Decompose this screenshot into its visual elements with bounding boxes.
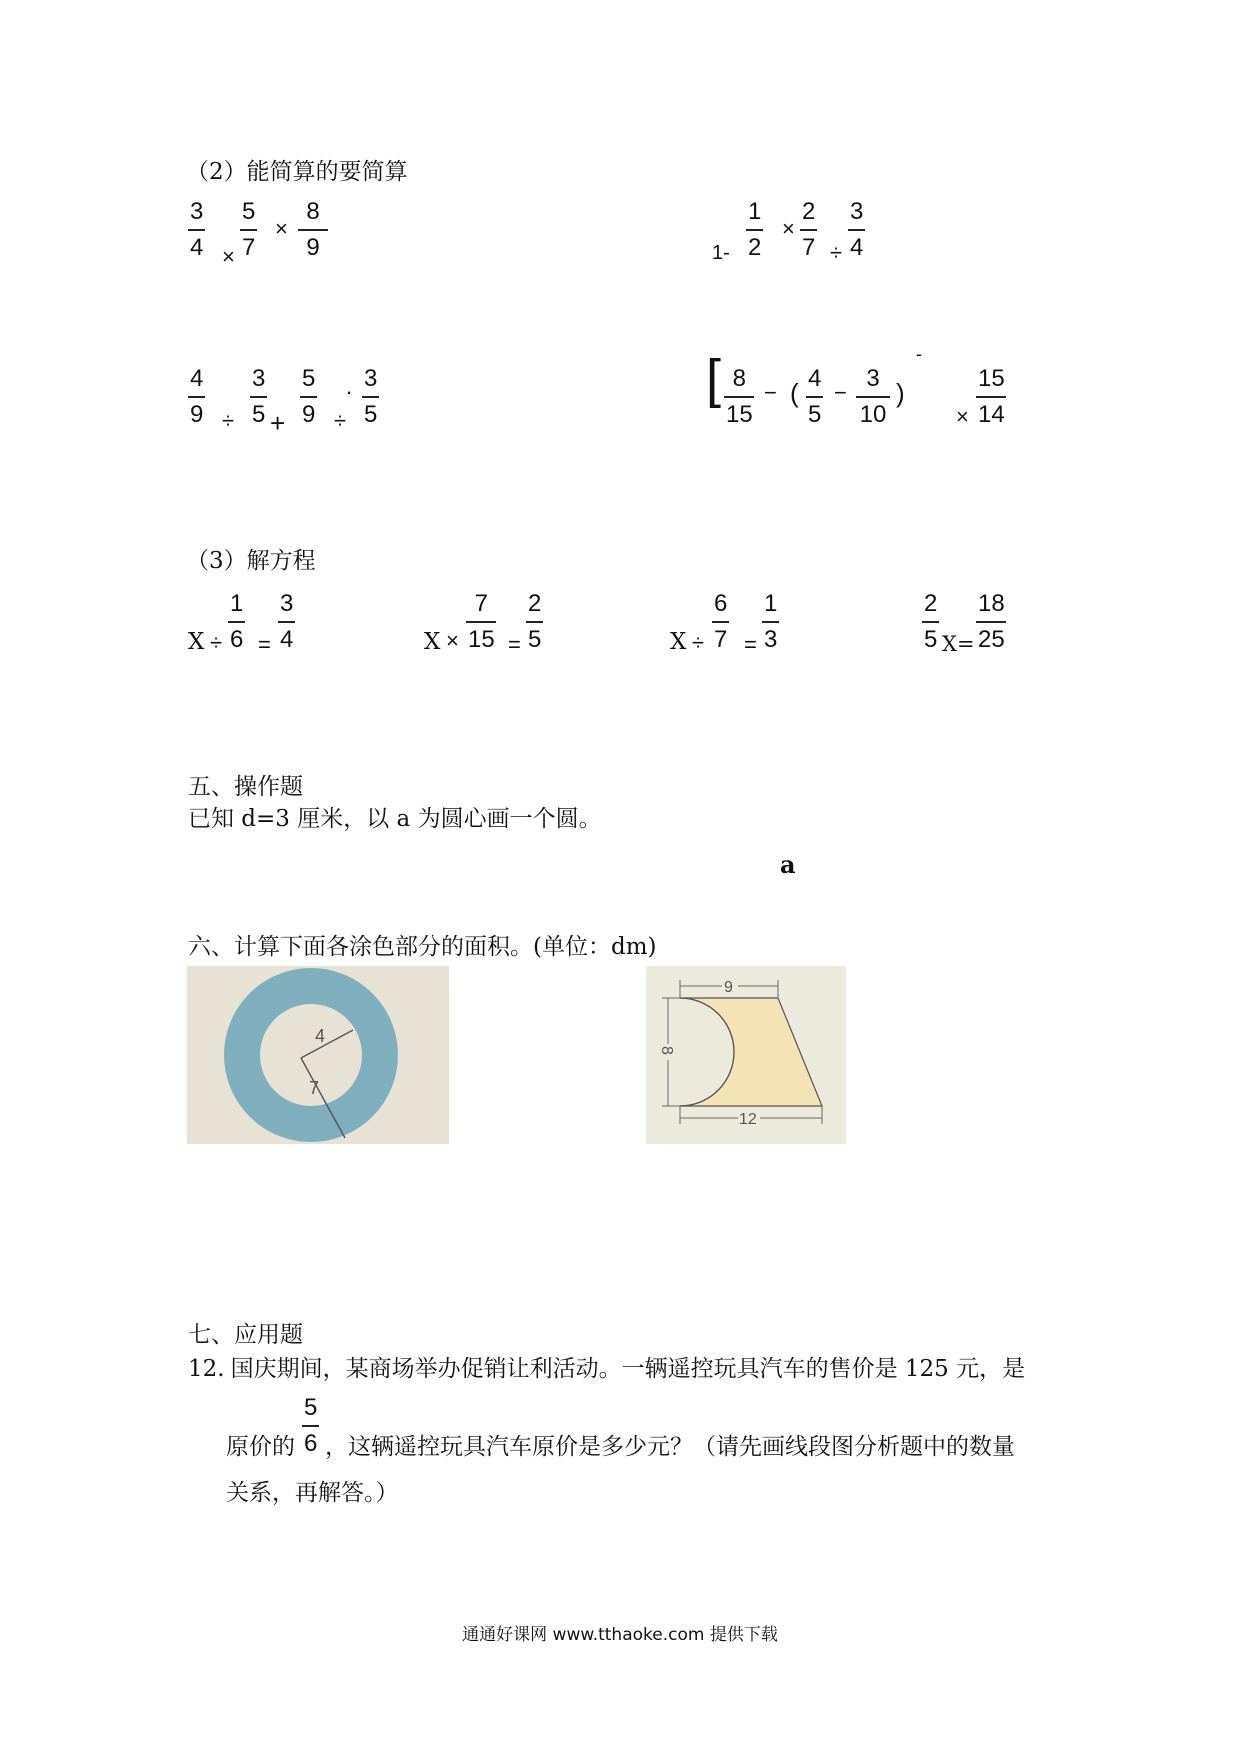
divide-sign: ÷ — [210, 630, 223, 655]
one-minus: 1- — [712, 242, 730, 264]
minus-sign: − — [834, 380, 847, 405]
times-sign: × — [222, 244, 235, 269]
variable-x: X — [424, 629, 441, 655]
variable-x: X — [670, 629, 687, 655]
problem-line-2 — [226, 1428, 1015, 1461]
top-length-label: 9 — [724, 979, 733, 996]
fraction: 8 15 — [726, 365, 753, 428]
point-a-label: a — [780, 850, 796, 879]
right-paren: ) — [896, 378, 905, 408]
problem-text: 国庆期间，某商场举办促销让利活动。一辆遥控玩具汽车的售价是 125 元，是 — [230, 1356, 1026, 1382]
fraction: 3 4 — [850, 198, 864, 261]
fraction: 2 5 — [528, 590, 542, 653]
variable-x-equals: X= — [942, 632, 975, 656]
operation-title: 五、操作题 — [188, 774, 303, 800]
outer-radius-label: 7 — [309, 1078, 320, 1098]
fraction: 3 5 — [252, 365, 266, 428]
trapezoid-figure — [646, 966, 846, 1144]
divide-sign: ÷ — [222, 408, 235, 433]
fraction: 2 5 — [924, 590, 938, 653]
divide-sign: ÷ — [830, 240, 843, 265]
ring-figure — [187, 966, 449, 1144]
dot-mark: . — [346, 374, 353, 399]
fraction: 3 10 — [856, 367, 890, 427]
left-paren: ( — [790, 378, 799, 408]
plus-sign: + — [270, 408, 286, 438]
tick-mark: - — [916, 344, 922, 364]
application-title: 七、应用题 — [188, 1322, 303, 1348]
problem-line-1 — [188, 1350, 1025, 1383]
fraction: 7 15 — [468, 590, 495, 653]
minus-sign: − — [764, 380, 777, 405]
fraction: 4 5 — [808, 365, 822, 428]
fraction: 18 25 — [978, 590, 1005, 653]
fraction: 1 2 — [748, 198, 762, 261]
divide-sign: ÷ — [692, 630, 705, 655]
bottom-length-label: 12 — [739, 1111, 757, 1128]
problem-text-pre: 原价的 — [226, 1434, 295, 1460]
fraction: 8 9 — [298, 200, 328, 260]
problem-line-3: 关系，再解答。） — [226, 1480, 399, 1506]
area-title: 六、计算下面各涂色部分的面积。(单位：dm) — [188, 934, 657, 960]
fraction: 3 4 — [190, 198, 204, 261]
times-sign: × — [782, 216, 795, 241]
page-footer: 通通好课网 www.tthaoke.com 提供下载 — [462, 1625, 778, 1645]
simplify-title: （2）能简算的要简算 — [186, 159, 408, 185]
times-sign: × — [956, 404, 969, 429]
fraction: 2 7 — [802, 198, 816, 261]
fraction: 3 5 — [364, 365, 378, 428]
equals-sign: = — [744, 632, 757, 657]
fraction: 1 3 — [764, 590, 778, 653]
inner-radius-label: 4 — [315, 1026, 326, 1046]
equals-sign: = — [508, 632, 521, 657]
times-sign: × — [275, 216, 288, 241]
operation-text: 已知 d=3 厘米，以 a 为圆心画一个圆。 — [188, 806, 602, 832]
fraction: 4 9 — [190, 365, 204, 428]
problem-text-post: ，这辆遥控玩具汽车原价是多少元？（请先画线段图分析题中的数量 — [325, 1434, 1015, 1460]
fraction: 3 4 — [280, 590, 294, 653]
fraction: 5 7 — [242, 198, 256, 261]
left-bracket: [ — [706, 349, 722, 409]
times-sign: × — [446, 628, 459, 653]
fraction: 15 14 — [978, 365, 1005, 428]
equals-sign: = — [258, 632, 271, 657]
height-label: 8 — [658, 1046, 675, 1055]
fraction: 6 7 — [714, 590, 728, 653]
fraction: 5 9 — [302, 365, 316, 428]
equation-title: （3）解方程 — [186, 548, 316, 574]
variable-x: X — [188, 629, 205, 655]
problem-number: 12. — [188, 1356, 225, 1382]
fraction: 5 6 — [304, 1394, 318, 1457]
divide-sign: ÷ — [334, 408, 347, 433]
fraction: 1 6 — [230, 590, 244, 653]
